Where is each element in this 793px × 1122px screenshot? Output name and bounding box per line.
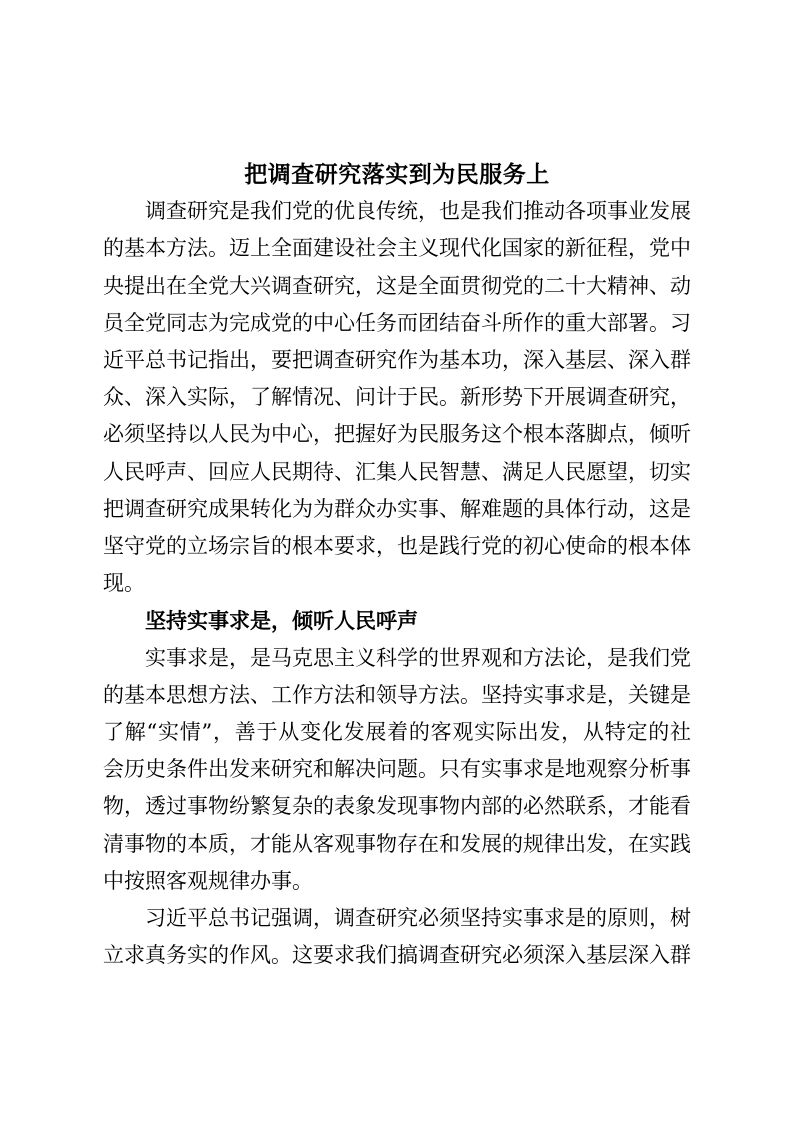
document-title: 把调查研究落实到为民服务上 (244, 161, 550, 188)
paragraph-intro: 调查研究是我们党的优良传统，也是我们推动各项事业发展的基本方法。迈上全面建设社会主义现代化国家的新征程，党中央提出在全党大兴调查研究，这是全面贯彻党的二十大精神、动员全党同志为完成党的中心任务而团结奋斗所作的重大部署。习近平总书记指出，要把调查研究作为基本功，深入基层、深入群众、深入实际，了解情况、问计于民。新形势下开展调查研究，必须坚持以人民为中心，把握好为民服务这个根本落脚点，倾听人民呼声、回应人民期待、汇集人民智慧、满足人民愿望，切实把调查研究成果转化为为群众办实事、解难题的具体行动，这是坚守党的立场宗旨的根本要求，也是践行党的初心使命的根本体现。 (103, 199, 691, 596)
paragraph-seek-truth-body: 实事求是，是马克思主义科学的世界观和方法论，是我们党的基本思想方法、工作方法和领导方法。坚持实事求是，关键是了解“实情”，善于从变化发展着的客观实际出发，从特定的社会历史条件出发来研究和解决问题。只有实事求是地观察分析事物，透过事物纷繁复杂的表象发现事物内部的必然联系，才能看清事物的本质，才能从客观事物存在和发展的规律出发，在实践中按照客观规律办事。 (103, 645, 691, 893)
document-content (103, 156, 691, 974)
section-heading-seek-truth: 坚持实事求是，倾听人民呼声 (145, 608, 418, 634)
paragraph-xi-emphasis: 习近平总书记强调，调查研究必须坚持实事求是的原则，树立求真务实的作风。这要求我们搞调查研究必须深入基层深入群 (103, 906, 691, 968)
